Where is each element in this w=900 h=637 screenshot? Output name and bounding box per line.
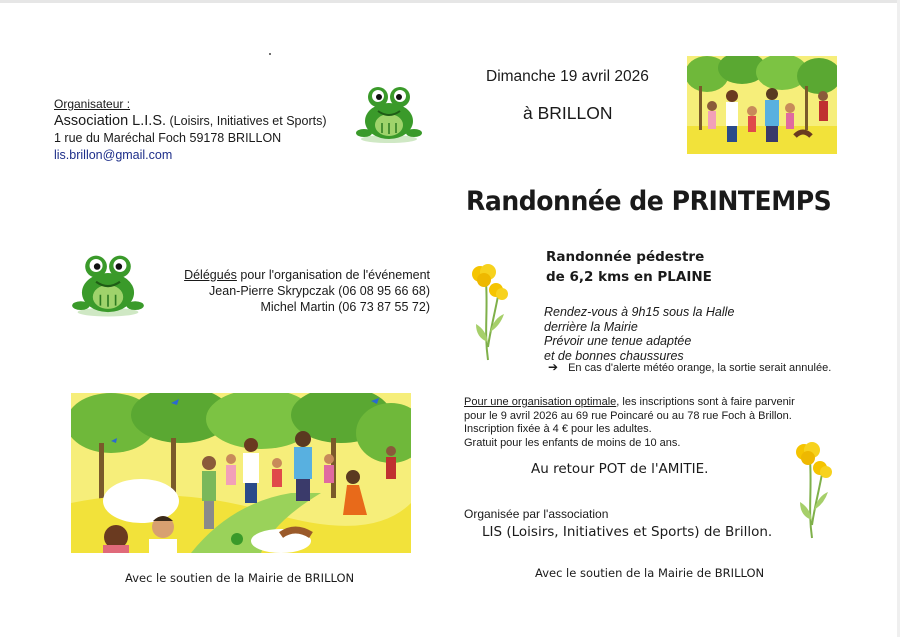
registration-line-3: Inscription fixée à 4 € pour les adultes. [464,423,652,435]
meeting-line-2: derrière la Mairie [544,319,638,334]
hike-details [546,247,712,287]
support-text-right: Avec le soutien de la Mairie de BRILLON [535,566,765,580]
meeting-info [544,305,734,363]
meeting-line-1: Rendez-vous à 9h15 sous la Halle [544,305,735,319]
organizer-block [54,96,327,164]
hike-type: Randonnée pédestre [546,249,705,265]
organizer-address: 1 rue du Maréchal Foch 59178 BRILLON [54,131,282,145]
meeting-line-3: Prévoir une tenue adaptée [544,334,692,348]
weather-alert [548,360,831,374]
frog-icon [70,250,146,320]
return-drink-text: Au retour POT de l'AMITIE. [531,461,709,477]
meeting-line-4: et de bonnes chaussures [544,348,684,363]
organizer-label: Organisateur : [54,97,131,111]
event-location: à BRILLON [523,103,613,123]
arrow-right-icon: ➔ [548,360,559,374]
organized-by-association: LIS (Loisirs, Initiatives et Sports) de Brillon. [482,524,773,540]
delegates-block [180,267,430,315]
registration-lead-underlined: Pour une organisation optimale [464,396,617,408]
organizer-email[interactable]: lis.brillon@gmail.com [54,148,173,162]
frog-icon [354,83,424,145]
hike-distance: de 6,2 kms en PLAINE [546,269,712,285]
event-title: Randonnée de PRINTEMPS [466,186,832,217]
registration-line-2: pour le 9 avril 2026 au 69 rue Poincaré ou au 78 rue Foch à Brillon. [464,409,792,422]
registration-line-4: Gratuit pour les enfants de moins de 10 ans. [464,436,681,449]
registration-lead-rest: , les inscriptions sont à faire parvenir [616,396,795,408]
yellow-flower-icon [466,262,516,362]
event-date: Dimanche 19 avril 2026 [486,68,649,85]
family-walk-illustration [687,56,837,154]
weather-alert-text: En cas d'alerte météo orange, la sortie serait annulée. [568,362,832,374]
organizer-association [54,113,327,130]
scan-speck [269,53,271,55]
organized-by-label: Organisée par l'association [464,507,609,521]
association-detail: (Loisirs, Initiatives et Sports) [166,114,327,128]
delegate-2: Michel Martin (06 73 87 55 72) [260,300,430,314]
scan-edge-top [0,0,900,3]
delegates-label-underlined: Délégués [184,268,237,282]
family-walk-large-illustration [71,393,411,553]
registration-line-1 [464,396,795,410]
delegate-1: Jean-Pierre Skrypczak (06 08 95 66 68) [209,284,430,298]
yellow-flower-icon [790,440,840,540]
registration-info [464,396,795,450]
support-text-left: Avec le soutien de la Mairie de BRILLON [125,571,355,585]
delegates-label-rest: pour l'organisation de l'événement [236,268,430,282]
delegates-label [180,267,430,283]
association-name: Association L.I.S. [54,113,167,129]
